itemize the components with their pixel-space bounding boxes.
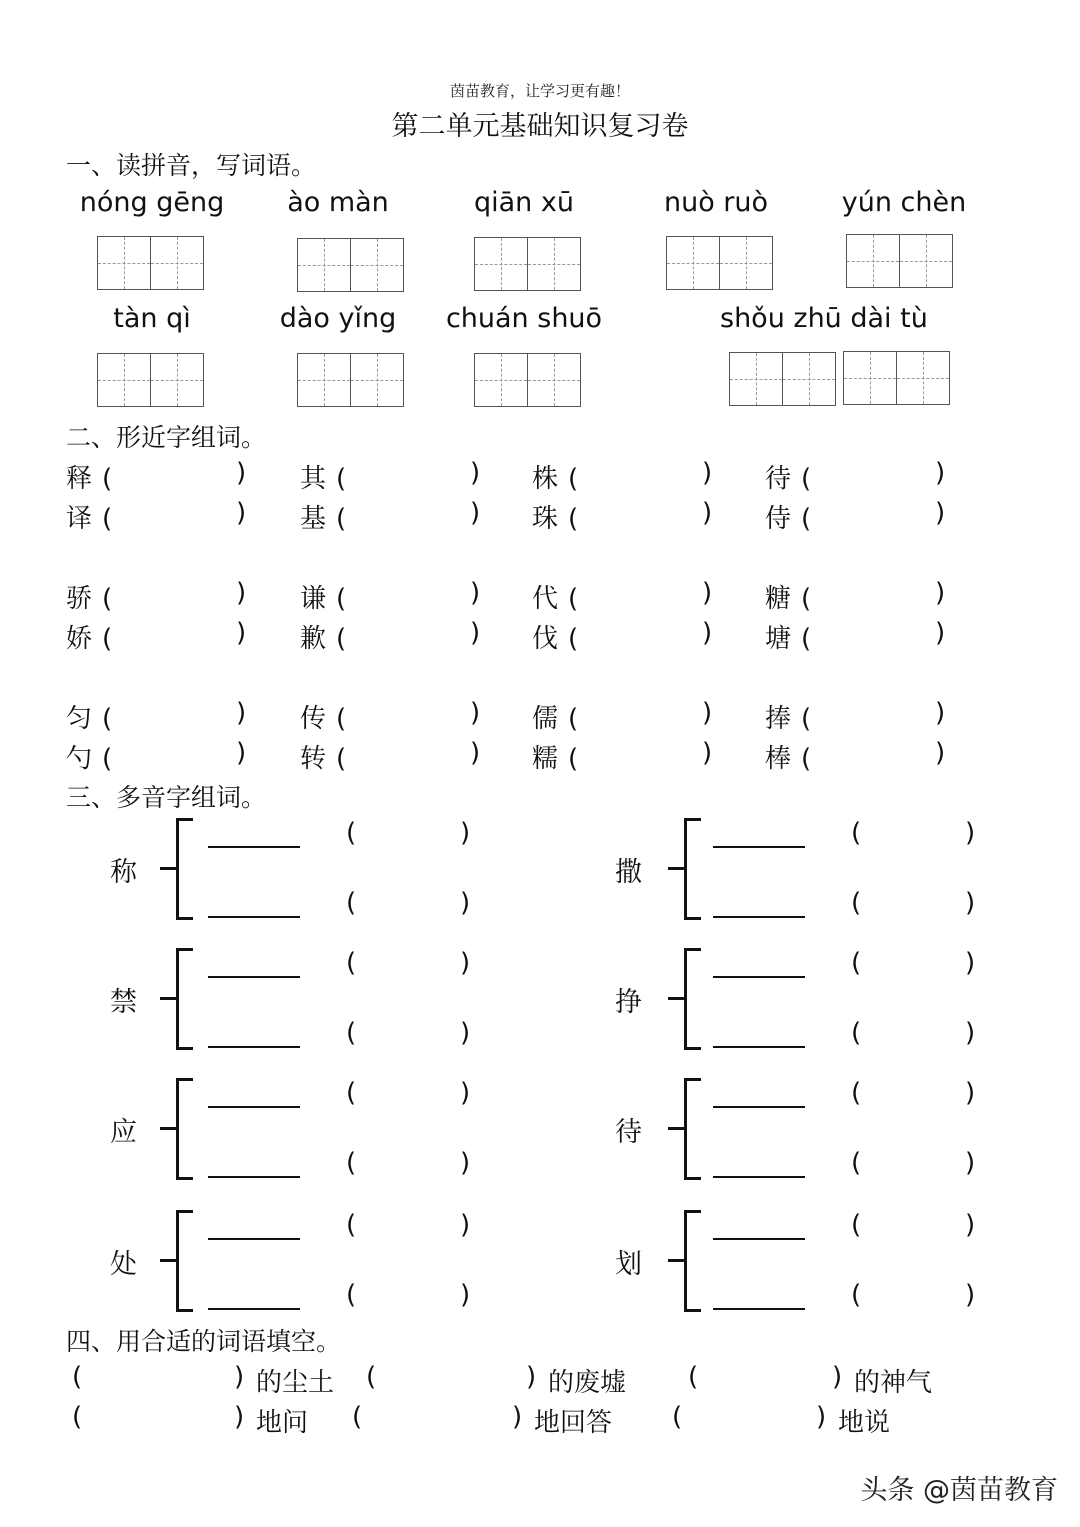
brace-tick bbox=[668, 1127, 684, 1130]
writing-grid[interactable] bbox=[297, 353, 404, 409]
word-formation-item[interactable] bbox=[300, 578, 500, 615]
left-paren: ( bbox=[851, 1148, 862, 1178]
writing-grid[interactable] bbox=[729, 352, 836, 408]
similar-char: 糖 bbox=[765, 584, 792, 614]
brace bbox=[176, 948, 193, 1050]
word-formation-item[interactable] bbox=[765, 698, 965, 735]
polyphonic-char: 称 bbox=[110, 857, 137, 888]
answer-line[interactable] bbox=[208, 1106, 300, 1108]
brace-tick bbox=[160, 867, 176, 870]
right-paren: ) bbox=[460, 1210, 471, 1240]
left-paren: ( bbox=[801, 584, 812, 614]
answer-line[interactable] bbox=[208, 1238, 300, 1240]
right-paren: ) bbox=[470, 738, 481, 768]
left-paren: ( bbox=[801, 704, 812, 734]
fill-phrase: 地说 bbox=[838, 1408, 891, 1438]
right-paren: ) bbox=[236, 458, 247, 488]
brace bbox=[684, 818, 701, 920]
left-paren: ( bbox=[346, 1210, 357, 1240]
word-formation-item[interactable] bbox=[66, 578, 266, 615]
left-paren: ( bbox=[568, 464, 579, 494]
left-paren: ( bbox=[346, 1078, 357, 1108]
brace-tick bbox=[668, 867, 684, 870]
pinyin-label: nuò ruò bbox=[663, 187, 769, 218]
watermark: 头条 @茵苗教育 bbox=[860, 1475, 1058, 1506]
left-paren: ( bbox=[801, 464, 812, 494]
left-paren: ( bbox=[346, 1148, 357, 1178]
pinyin-label: tàn qì bbox=[113, 303, 191, 334]
writing-grid[interactable] bbox=[97, 236, 204, 292]
answer-line[interactable] bbox=[208, 1046, 300, 1048]
word-formation-item[interactable] bbox=[66, 498, 266, 535]
brace bbox=[176, 1210, 193, 1312]
right-paren: ) bbox=[965, 1210, 976, 1240]
header-note: 茵苗教育，让学习更有趣！ bbox=[449, 82, 630, 100]
fill-left-paren: ( bbox=[672, 1402, 683, 1432]
brace-tick bbox=[160, 1127, 176, 1130]
left-paren: ( bbox=[336, 744, 347, 774]
right-paren: ) bbox=[965, 1018, 976, 1048]
brace-tick bbox=[668, 997, 684, 1000]
fill-left-paren: ( bbox=[688, 1362, 699, 1392]
similar-char: 歉 bbox=[300, 624, 327, 654]
answer-line[interactable] bbox=[713, 846, 805, 848]
fill-right-paren: ) bbox=[234, 1362, 245, 1392]
writing-grid[interactable] bbox=[666, 236, 773, 292]
right-paren: ) bbox=[236, 578, 247, 608]
left-paren: ( bbox=[851, 948, 862, 978]
left-paren: ( bbox=[346, 818, 357, 848]
word-formation-item[interactable] bbox=[532, 498, 732, 535]
left-paren: ( bbox=[801, 504, 812, 534]
similar-char: 伐 bbox=[532, 624, 559, 654]
left-paren: ( bbox=[346, 1018, 357, 1048]
right-paren: ) bbox=[965, 818, 976, 848]
similar-char: 传 bbox=[300, 704, 327, 734]
fill-right-paren: ) bbox=[816, 1402, 827, 1432]
similar-char: 释 bbox=[66, 464, 93, 494]
left-paren: ( bbox=[102, 504, 113, 534]
right-paren: ) bbox=[935, 498, 946, 528]
writing-grid[interactable] bbox=[97, 353, 204, 409]
similar-char: 译 bbox=[66, 504, 93, 534]
word-formation-item[interactable] bbox=[532, 578, 732, 615]
right-paren: ) bbox=[965, 888, 976, 918]
similar-char: 儒 bbox=[532, 704, 559, 734]
word-formation-item[interactable] bbox=[765, 618, 965, 655]
section3-heading: 三、多音字组词。 bbox=[66, 783, 267, 812]
left-paren: ( bbox=[336, 504, 347, 534]
brace bbox=[684, 1210, 701, 1312]
right-paren: ) bbox=[460, 888, 471, 918]
polyphonic-char: 待 bbox=[615, 1117, 642, 1148]
right-paren: ) bbox=[236, 698, 247, 728]
left-paren: ( bbox=[346, 888, 357, 918]
right-paren: ) bbox=[470, 618, 481, 648]
left-paren: ( bbox=[336, 704, 347, 734]
right-paren: ) bbox=[470, 698, 481, 728]
right-paren: ) bbox=[460, 818, 471, 848]
answer-line[interactable] bbox=[713, 976, 805, 978]
left-paren: ( bbox=[336, 624, 347, 654]
word-formation-item[interactable] bbox=[765, 738, 965, 775]
right-paren: ) bbox=[965, 1148, 976, 1178]
word-formation-item[interactable] bbox=[532, 458, 732, 495]
right-paren: ) bbox=[470, 498, 481, 528]
word-formation-item[interactable] bbox=[765, 498, 965, 535]
pinyin-label: dào yǐng bbox=[279, 303, 397, 334]
writing-grid[interactable] bbox=[846, 234, 953, 290]
brace-tick bbox=[668, 1259, 684, 1262]
left-paren: ( bbox=[801, 744, 812, 774]
fill-left-paren: ( bbox=[366, 1362, 377, 1392]
word-formation-item[interactable] bbox=[66, 698, 266, 735]
right-paren: ) bbox=[965, 1280, 976, 1310]
right-paren: ) bbox=[460, 1018, 471, 1048]
right-paren: ) bbox=[935, 458, 946, 488]
similar-char: 棒 bbox=[765, 744, 792, 774]
fill-phrase: 的废墟 bbox=[548, 1368, 627, 1398]
similar-char: 代 bbox=[532, 584, 559, 614]
answer-line[interactable] bbox=[208, 1176, 300, 1178]
left-paren: ( bbox=[102, 464, 113, 494]
right-paren: ) bbox=[236, 618, 247, 648]
similar-char: 其 bbox=[300, 464, 327, 494]
polyphonic-char: 处 bbox=[110, 1249, 137, 1280]
word-formation-item[interactable] bbox=[532, 698, 732, 735]
word-formation-item[interactable] bbox=[66, 738, 266, 775]
brace bbox=[684, 1078, 701, 1180]
similar-char: 娇 bbox=[66, 624, 93, 654]
right-paren: ) bbox=[702, 738, 713, 768]
right-paren: ) bbox=[702, 618, 713, 648]
brace bbox=[684, 948, 701, 1050]
similar-char: 株 bbox=[532, 464, 559, 494]
brace bbox=[176, 818, 193, 920]
answer-line[interactable] bbox=[713, 1046, 805, 1048]
similar-char: 基 bbox=[300, 504, 327, 534]
page-title: 第二单元基础知识复习卷 bbox=[391, 111, 689, 142]
left-paren: ( bbox=[102, 584, 113, 614]
similar-char: 珠 bbox=[532, 504, 559, 534]
writing-grid[interactable] bbox=[843, 351, 950, 407]
word-formation-item[interactable] bbox=[66, 458, 266, 495]
brace bbox=[176, 1078, 193, 1180]
fill-left-paren: ( bbox=[352, 1402, 363, 1432]
answer-line[interactable] bbox=[713, 1308, 805, 1310]
left-paren: ( bbox=[102, 704, 113, 734]
right-paren: ) bbox=[470, 578, 481, 608]
pinyin-label: chuán shuō bbox=[445, 303, 603, 334]
left-paren: ( bbox=[336, 584, 347, 614]
similar-char: 侍 bbox=[765, 504, 792, 534]
fill-phrase: 地问 bbox=[256, 1408, 309, 1438]
answer-line[interactable] bbox=[713, 1176, 805, 1178]
right-paren: ) bbox=[460, 1148, 471, 1178]
left-paren: ( bbox=[851, 1210, 862, 1240]
word-formation-item[interactable] bbox=[300, 618, 500, 655]
word-formation-item[interactable] bbox=[66, 618, 266, 655]
pinyin-label: yún chèn bbox=[841, 187, 967, 218]
answer-line[interactable] bbox=[208, 1308, 300, 1310]
right-paren: ) bbox=[965, 948, 976, 978]
brace-tick bbox=[160, 997, 176, 1000]
left-paren: ( bbox=[568, 504, 579, 534]
similar-char: 糯 bbox=[532, 744, 559, 774]
right-paren: ) bbox=[460, 1280, 471, 1310]
fill-left-paren: ( bbox=[72, 1362, 83, 1392]
word-formation-item[interactable] bbox=[300, 498, 500, 535]
fill-right-paren: ) bbox=[526, 1362, 537, 1392]
left-paren: ( bbox=[851, 1078, 862, 1108]
writing-grid[interactable] bbox=[474, 237, 581, 293]
right-paren: ) bbox=[935, 698, 946, 728]
left-paren: ( bbox=[568, 704, 579, 734]
polyphonic-char: 划 bbox=[615, 1249, 642, 1280]
right-paren: ) bbox=[935, 738, 946, 768]
fill-phrase: 地回答 bbox=[534, 1408, 613, 1438]
word-formation-item[interactable] bbox=[765, 458, 965, 495]
writing-grid[interactable] bbox=[297, 238, 404, 294]
word-formation-item[interactable] bbox=[300, 698, 500, 735]
right-paren: ) bbox=[702, 498, 713, 528]
word-formation-item[interactable] bbox=[300, 458, 500, 495]
writing-grid[interactable] bbox=[474, 353, 581, 409]
left-paren: ( bbox=[851, 1018, 862, 1048]
left-paren: ( bbox=[851, 1280, 862, 1310]
right-paren: ) bbox=[702, 698, 713, 728]
right-paren: ) bbox=[935, 618, 946, 648]
pinyin-label: nóng gēng bbox=[79, 187, 225, 218]
fill-phrase: 的神气 bbox=[854, 1368, 933, 1398]
answer-line[interactable] bbox=[208, 846, 300, 848]
right-paren: ) bbox=[470, 458, 481, 488]
pinyin-label: qiān xū bbox=[474, 187, 574, 218]
left-paren: ( bbox=[568, 584, 579, 614]
pinyin-label: ào màn bbox=[287, 187, 389, 218]
right-paren: ) bbox=[935, 578, 946, 608]
right-paren: ) bbox=[702, 458, 713, 488]
answer-line[interactable] bbox=[208, 916, 300, 918]
left-paren: ( bbox=[851, 888, 862, 918]
fill-phrase: 的尘土 bbox=[256, 1368, 335, 1398]
word-formation-item[interactable] bbox=[532, 618, 732, 655]
answer-line[interactable] bbox=[208, 976, 300, 978]
answer-line[interactable] bbox=[713, 1106, 805, 1108]
right-paren: ) bbox=[236, 738, 247, 768]
fill-right-paren: ) bbox=[512, 1402, 523, 1432]
right-paren: ) bbox=[965, 1078, 976, 1108]
polyphonic-char: 禁 bbox=[110, 987, 137, 1018]
similar-char: 塘 bbox=[765, 624, 792, 654]
left-paren: ( bbox=[336, 464, 347, 494]
left-paren: ( bbox=[568, 624, 579, 654]
right-paren: ) bbox=[460, 1078, 471, 1108]
right-paren: ) bbox=[702, 578, 713, 608]
word-formation-item[interactable] bbox=[765, 578, 965, 615]
polyphonic-char: 撒 bbox=[615, 857, 642, 888]
similar-char: 转 bbox=[300, 744, 327, 774]
polyphonic-char: 挣 bbox=[615, 987, 642, 1018]
left-paren: ( bbox=[102, 744, 113, 774]
word-formation-item[interactable] bbox=[532, 738, 732, 775]
answer-line[interactable] bbox=[713, 1238, 805, 1240]
similar-char: 捧 bbox=[765, 704, 792, 734]
polyphonic-char: 应 bbox=[110, 1117, 137, 1148]
left-paren: ( bbox=[346, 1280, 357, 1310]
left-paren: ( bbox=[851, 818, 862, 848]
answer-line[interactable] bbox=[713, 916, 805, 918]
left-paren: ( bbox=[346, 948, 357, 978]
word-formation-item[interactable] bbox=[300, 738, 500, 775]
left-paren: ( bbox=[568, 744, 579, 774]
similar-char: 勺 bbox=[66, 744, 93, 774]
section2-heading: 二、形近字组词。 bbox=[66, 423, 267, 452]
fill-left-paren: ( bbox=[72, 1402, 83, 1432]
similar-char: 匀 bbox=[66, 704, 93, 734]
section1-heading: 一、读拼音，写词语。 bbox=[66, 151, 317, 180]
similar-char: 待 bbox=[765, 464, 792, 494]
pinyin-label: shǒu zhū dài tù bbox=[720, 303, 928, 334]
left-paren: ( bbox=[801, 624, 812, 654]
right-paren: ) bbox=[236, 498, 247, 528]
fill-right-paren: ) bbox=[234, 1402, 245, 1432]
section4-heading: 四、用合适的词语填空。 bbox=[66, 1327, 342, 1356]
fill-right-paren: ) bbox=[832, 1362, 843, 1392]
brace-tick bbox=[160, 1259, 176, 1262]
left-paren: ( bbox=[102, 624, 113, 654]
similar-char: 骄 bbox=[66, 584, 93, 614]
similar-char: 谦 bbox=[300, 584, 327, 614]
right-paren: ) bbox=[460, 948, 471, 978]
